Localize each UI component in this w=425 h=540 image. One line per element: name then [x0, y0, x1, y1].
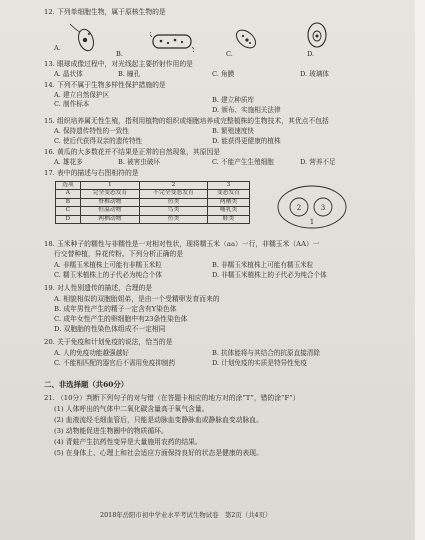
q15-option-c: C. 使后代获得双亲的遗传特性	[54, 137, 143, 145]
q12-label-d: D.	[307, 50, 315, 58]
q14-option-b: B. 建立种质库	[212, 96, 255, 104]
section-2-title: 二、非选择题（共60分）	[44, 380, 129, 389]
table-cell: 恒温动物	[80, 207, 139, 215]
yeast-icon	[304, 20, 330, 50]
table-cell: 不完全变态发育	[140, 190, 208, 198]
q21-item-4: (4) 青蛙产生抗药性变异是大量施用农药的结果。	[54, 438, 202, 446]
q17-stem: 17. 表中的描述与右图相符的是	[44, 169, 139, 177]
table-cell: 脊椎动物	[80, 198, 139, 206]
venn-label-3: 3	[320, 204, 326, 212]
venn-label-2: 2	[296, 204, 302, 212]
q14-option-c: C. 制作标本	[54, 100, 90, 108]
q21-stem: 21. （10分）判断下列句子的对与错（在答题卡相应的地方对的涂“T”，错的涂“F”）	[44, 394, 300, 402]
table-row	[56, 198, 250, 206]
q13-stem: 13. 眼球成像过程中，对光线起主要折射作用的是	[44, 60, 193, 68]
table-cell: 蛙类	[207, 215, 249, 223]
q13-option-c: C. 角膜	[212, 70, 235, 78]
q12-label-a: A.	[54, 44, 61, 52]
q19-stem: 19. 对人性别遗传的描述，合理的是	[44, 284, 153, 292]
table-cell: 两栖动物	[80, 215, 139, 223]
table-header-cell: 3	[207, 182, 249, 190]
q15-option-b: B. 繁殖速度快	[212, 127, 255, 135]
table-cell: 鸟类	[140, 207, 208, 215]
euglena-icon	[64, 20, 104, 56]
q21-item-1: (1) 人体呼出的气体中二氧化碳含量高于氧气含量。	[54, 405, 209, 413]
table-cell: 两栖类	[207, 198, 249, 206]
q13-option-d: D. 玻璃体	[300, 70, 330, 78]
q14-option-d: D. 颁布、实施相关法律	[212, 106, 281, 114]
q19-option-b: B. 成年男性产生的精子一定含有Y染色体	[54, 305, 177, 313]
q16-option-d: D. 营养不足	[300, 158, 336, 166]
q17-table	[55, 181, 250, 224]
q12-label-b: B.	[116, 50, 123, 58]
q20-stem: 20. 关于免疫和计划免疫的说法，恰当的是	[44, 338, 173, 346]
q15-option-d: D. 能获得更健康的植株	[212, 137, 281, 145]
table-cell: 哺乳类	[207, 207, 249, 215]
q17-venn-diagram	[276, 184, 348, 230]
q14-option-a: A. 建立自然保护区	[54, 91, 110, 99]
table-header-cell: 2	[140, 182, 208, 190]
q18-line-1: 18. 玉米种子的糯性与非糯性是一对相对性状，现将糯玉米（aa）一行，非糯玉米（AA）一	[44, 240, 320, 248]
q16-option-b: B. 被害虫破坏	[118, 158, 161, 166]
paramecium-icon	[232, 26, 260, 52]
q21-item-3: (3) 动物能促进生物圈中的物质循环。	[54, 427, 168, 435]
q12-stem: 12. 下列单细胞生物，属于原核生物的是	[44, 8, 166, 16]
table-cell: 鱼类	[140, 215, 208, 223]
q18-line-2: 行交替种植，异花传粉。下列分析正确的是	[54, 250, 184, 258]
q19-option-a: A. 相貌相似的双胞胎姐弟，是由一个受精卵发育而来的	[54, 295, 220, 303]
q21-item-2: (2) 血液流经毛细血管后，只能是动脉血变静脉血或静脉血变动脉血。	[54, 416, 263, 424]
table-row	[56, 190, 250, 198]
table-cell: 鱼类	[140, 198, 208, 206]
table-header-cell: 选项	[56, 182, 81, 190]
venn-label-1: 1	[309, 218, 315, 226]
q19-option-c: C. 成年女性产生的卵细胞中有23条性染色体	[54, 315, 188, 323]
q16-stem: 16. 黄瓜的大多数花并不结果是正常的自然现象，其原因是	[44, 148, 221, 156]
table-cell: 变态发育	[207, 190, 249, 198]
table-header-row	[56, 182, 250, 190]
q12-label-c: C.	[226, 50, 233, 58]
table-cell: C	[56, 207, 81, 215]
q18-option-d: D. 非糯玉米植株上的子代必为纯合个体	[212, 271, 327, 279]
q16-option-c: C. 不能产生生殖细胞	[212, 158, 274, 166]
table-header-cell: 1	[80, 182, 139, 190]
bacterium-icon	[150, 32, 194, 52]
q15-stem: 15. 组织培养属无性生殖，指利用植物的组织或细胞培养成完整植株的生物技术，其优点不包括	[44, 117, 329, 125]
q19-option-d: D. 双胞胎的性染色体组成不一定相同	[54, 325, 166, 333]
q18-option-a: A. 非糯玉米植株上可能有非糯玉米粒	[54, 261, 162, 269]
q20-option-c: C. 不能相匹配的器官后不需用免疫抑制药	[54, 359, 176, 367]
table-cell: D	[56, 215, 81, 223]
q20-option-d: D. 计划免疫的实质是特异性免疫	[212, 359, 307, 367]
q13-option-b: B. 瞳孔	[118, 70, 141, 78]
table-cell: 完全变态发育	[80, 190, 139, 198]
table-row	[56, 215, 250, 223]
q21-item-5: (5) 在身体上、心理上和社会适应方面保持良好的状态是健康的表现。	[54, 449, 263, 457]
q18-option-b: B. 非糯玉米植株上可能有糯玉米粒	[212, 261, 314, 269]
q18-option-c: C. 糯玉米植株上的子代必为纯合个体	[54, 271, 162, 279]
table-cell: A	[56, 190, 81, 198]
q15-option-a: A. 保持遗传特性的一致性	[54, 127, 129, 135]
q20-option-a: A. 人的免疫功能越强越好	[54, 349, 129, 357]
q14-stem: 14. 下列不属于生物多样性保护措施的是	[44, 81, 166, 89]
table-row	[56, 207, 250, 215]
table-cell: B	[56, 198, 81, 206]
page-edge	[415, 0, 425, 540]
q13-option-a: A. 晶状体	[54, 70, 83, 78]
q20-option-b: B. 抗体能将与其结合的抗原直接清除	[212, 349, 320, 357]
page-footer: 2018年岳阳市初中学业水平考试生物试卷 第2页（共4页）	[100, 511, 272, 519]
q16-option-a: A. 雄花多	[54, 158, 83, 166]
